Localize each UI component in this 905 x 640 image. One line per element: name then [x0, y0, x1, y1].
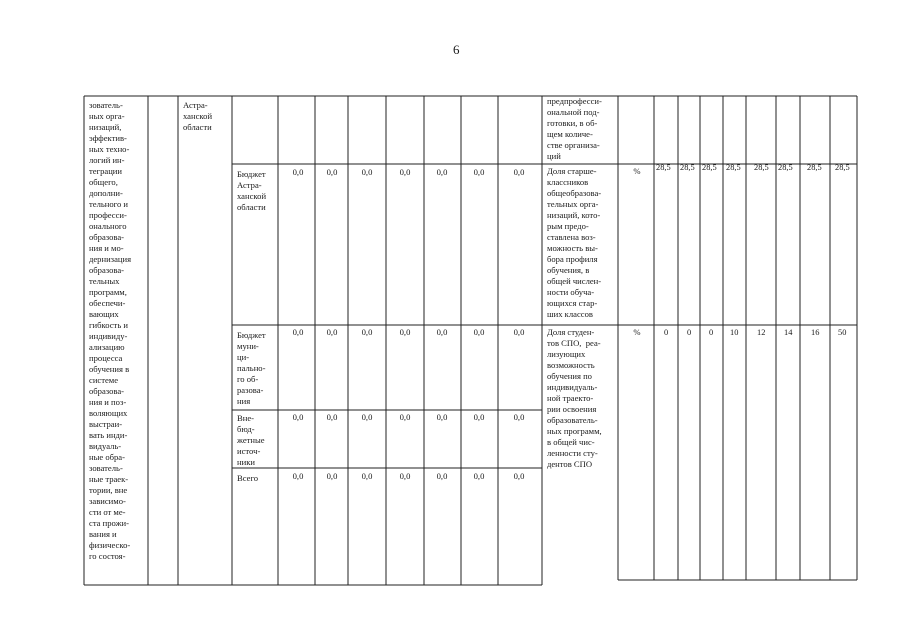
value-cell: 0,0	[513, 412, 525, 422]
objective-cell: зователь- ных орга- низаций, эффектив- ных техно- логий ин- теграции общего, дополни- тельного и професси- онального образова- ния и мо- дернизация образова- тельных программ, обеспечи- вающих гибкость и индивиду- ализацию процесса обучения в системе образова- ния и поз- воляющих выстраи- вать инди- видуаль- ные обра- зователь- ные траек- тории, вне зависимо- сти от ме- ста прожи- вания и физическо- го состоя-	[89, 100, 132, 561]
target-cell: 28,5	[726, 163, 741, 172]
value-cell: 0,0	[473, 471, 485, 481]
indicator-top-cell: предпрофесси- ональной под- готовки, в об- щем количе- стве организа- ций	[547, 96, 602, 161]
source-cell: Бюджет Астра- ханской области	[237, 169, 267, 212]
target-cell: 0	[709, 328, 714, 337]
target-cell: 50	[838, 328, 847, 337]
source-cell: Бюджет муни- ци- пально- го об- разова- ния	[237, 330, 266, 406]
target-cell: 28,5	[754, 163, 769, 172]
value-cell: 0,0	[399, 167, 411, 177]
target-cell: 28,5	[656, 163, 671, 172]
target-cell: 28,5	[702, 163, 717, 172]
value-cell: 0,0	[292, 412, 304, 422]
value-cell: 0,0	[326, 412, 338, 422]
value-cell: 0,0	[292, 327, 304, 337]
target-cell: 28,5	[778, 163, 793, 172]
value-cell: 0,0	[326, 167, 338, 177]
value-cell: 0,0	[361, 412, 373, 422]
value-cell: 0,0	[326, 327, 338, 337]
value-cell: 0,0	[399, 412, 411, 422]
target-cell: 14	[784, 328, 793, 337]
value-cell: 0,0	[326, 471, 338, 481]
value-cell: 0,0	[513, 327, 525, 337]
page-number: 6	[453, 42, 460, 57]
value-cell: 0,0	[399, 471, 411, 481]
target-cell: 28,5	[807, 163, 822, 172]
value-cell: 0,0	[292, 167, 304, 177]
value-cell: 0,0	[473, 412, 485, 422]
value-cell: 0,0	[361, 327, 373, 337]
source-cell: Всего	[237, 473, 259, 483]
unit-cell: %	[633, 327, 641, 337]
value-cell: 0,0	[436, 327, 448, 337]
executor-cell: Астра- ханской области	[183, 100, 213, 132]
value-cell: 0,0	[292, 471, 304, 481]
value-cell: 0,0	[361, 471, 373, 481]
indicator-cell: Доля студен- тов СПО, реа- лизующих возможность обучения по индивидуаль- ной траекто- рии освоения образователь- ных программ, в общей чис- ленности сту- дентов СПО	[547, 327, 602, 469]
value-cell: 0,0	[361, 167, 373, 177]
target-cell: 16	[811, 328, 820, 337]
target-cell: 28,5	[680, 163, 695, 172]
value-cell: 0,0	[399, 327, 411, 337]
value-cell: 0,0	[436, 471, 448, 481]
target-cell: 10	[730, 328, 739, 337]
value-cell: 0,0	[513, 471, 525, 481]
value-cell: 0,0	[436, 167, 448, 177]
value-cell: 0,0	[436, 412, 448, 422]
target-cell: 12	[757, 328, 766, 337]
target-cell: 28,5	[835, 163, 850, 172]
target-cell: 0	[687, 328, 692, 337]
value-cell: 0,0	[513, 167, 525, 177]
value-cell: 0,0	[473, 327, 485, 337]
unit-cell: %	[633, 166, 641, 176]
value-cell: 0,0	[473, 167, 485, 177]
source-cell: Вне- бюд- жетные источ- ники	[237, 413, 265, 467]
target-cell: 0	[664, 328, 669, 337]
indicator-cell: Доля старше- классников общеобразова- тельных орга- низаций, кото- рым предо- ставлена воз- можность вы- бора профиля обучения, в общей числен- ности обуча- ющихся стар- ших классов	[547, 166, 602, 319]
